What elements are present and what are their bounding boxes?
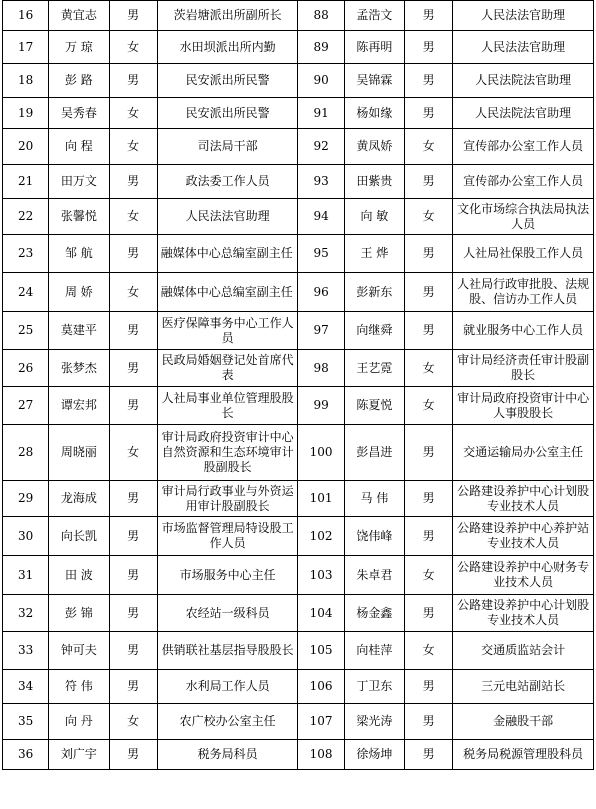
table-row	[3, 632, 594, 670]
name-cell: 向长凯	[49, 517, 109, 556]
no-cell: 107	[298, 704, 344, 740]
job-cell: 公路建设养护中心计划股专业技术人员	[453, 481, 594, 517]
no-cell: 95	[298, 235, 344, 273]
gender-cell: 男	[109, 1, 157, 31]
no-cell: 25	[3, 312, 49, 350]
job-cell: 税务局科员	[157, 740, 298, 770]
table-row	[3, 199, 594, 235]
job-cell: 民政局婚姻登记处首席代表	[157, 350, 298, 387]
gender-cell: 女	[405, 199, 453, 235]
gender-cell: 男	[109, 595, 157, 632]
no-cell: 36	[3, 740, 49, 770]
no-cell: 88	[298, 1, 344, 31]
job-cell: 交通质监站会计	[453, 632, 594, 670]
table-row	[3, 704, 594, 740]
no-cell: 90	[298, 64, 344, 98]
gender-cell: 男	[405, 517, 453, 556]
job-cell: 金融股干部	[453, 704, 594, 740]
gender-cell: 男	[109, 517, 157, 556]
table-row	[3, 556, 594, 595]
name-cell: 钟可夫	[49, 632, 109, 670]
job-cell: 医疗保障事务中心工作人员	[157, 312, 298, 350]
table-row	[3, 350, 594, 387]
name-cell: 向 敏	[344, 199, 404, 235]
no-cell: 26	[3, 350, 49, 387]
job-cell: 水利局工作人员	[157, 670, 298, 704]
name-cell: 刘广宇	[49, 740, 109, 770]
job-cell: 农广校办公室主任	[157, 704, 298, 740]
name-cell: 徐炀坤	[344, 740, 404, 770]
job-cell: 人民法法官助理	[157, 199, 298, 235]
name-cell: 马 伟	[344, 481, 404, 517]
name-cell: 张梦杰	[49, 350, 109, 387]
no-cell: 23	[3, 235, 49, 273]
job-cell: 政法委工作人员	[157, 165, 298, 199]
name-cell: 莫建平	[49, 312, 109, 350]
no-cell: 104	[298, 595, 344, 632]
name-cell: 龙海成	[49, 481, 109, 517]
name-cell: 陈再明	[344, 31, 404, 64]
no-cell: 18	[3, 64, 49, 98]
gender-cell: 女	[405, 129, 453, 165]
name-cell: 王 烨	[344, 235, 404, 273]
gender-cell: 女	[405, 387, 453, 425]
name-cell: 周 娇	[49, 273, 109, 312]
job-cell: 三元电站副站长	[453, 670, 594, 704]
no-cell: 98	[298, 350, 344, 387]
job-cell: 人社局社保股工作人员	[453, 235, 594, 273]
no-cell: 16	[3, 1, 49, 31]
name-cell: 彭昌进	[344, 425, 404, 481]
gender-cell: 男	[109, 481, 157, 517]
job-cell: 审计局政府投资审计中心人事股股长	[453, 387, 594, 425]
table-row	[3, 425, 594, 481]
gender-cell: 男	[405, 595, 453, 632]
no-cell: 102	[298, 517, 344, 556]
gender-cell: 男	[405, 425, 453, 481]
gender-cell: 女	[109, 273, 157, 312]
table-row	[3, 31, 594, 64]
name-cell: 符 伟	[49, 670, 109, 704]
gender-cell: 男	[109, 670, 157, 704]
job-cell: 文化市场综合执法局执法人员	[453, 199, 594, 235]
gender-cell: 男	[109, 312, 157, 350]
gender-cell: 女	[405, 556, 453, 595]
job-cell: 人民法法官助理	[453, 31, 594, 64]
no-cell: 94	[298, 199, 344, 235]
name-cell: 黄宜志	[49, 1, 109, 31]
name-cell: 饶伟峰	[344, 517, 404, 556]
job-cell: 融媒体中心总编室副主任	[157, 235, 298, 273]
gender-cell: 男	[405, 31, 453, 64]
table-row	[3, 273, 594, 312]
name-cell: 孟浩文	[344, 1, 404, 31]
no-cell: 35	[3, 704, 49, 740]
table-row	[3, 165, 594, 199]
gender-cell: 男	[109, 387, 157, 425]
personnel-roster-table	[2, 0, 594, 770]
table-row	[3, 481, 594, 517]
table-row	[3, 595, 594, 632]
job-cell: 审计局行政事业与外资运用审计股副股长	[157, 481, 298, 517]
no-cell: 96	[298, 273, 344, 312]
name-cell: 梁光涛	[344, 704, 404, 740]
name-cell: 彭新东	[344, 273, 404, 312]
gender-cell: 男	[405, 273, 453, 312]
job-cell: 市场监督管理局特设股工作人员	[157, 517, 298, 556]
table-row	[3, 98, 594, 129]
name-cell: 向 程	[49, 129, 109, 165]
no-cell: 22	[3, 199, 49, 235]
no-cell: 34	[3, 670, 49, 704]
table-row	[3, 670, 594, 704]
table-row	[3, 740, 594, 770]
job-cell: 农经站一级科员	[157, 595, 298, 632]
table-row	[3, 129, 594, 165]
job-cell: 融媒体中心总编室副主任	[157, 273, 298, 312]
no-cell: 100	[298, 425, 344, 481]
name-cell: 彭 锦	[49, 595, 109, 632]
name-cell: 万 琼	[49, 31, 109, 64]
job-cell: 人民法法官助理	[453, 1, 594, 31]
gender-cell: 男	[405, 1, 453, 31]
gender-cell: 男	[109, 632, 157, 670]
table-row	[3, 235, 594, 273]
job-cell: 就业服务中心工作人员	[453, 312, 594, 350]
job-cell: 公路建设养护中心养护站专业技术人员	[453, 517, 594, 556]
job-cell: 公路建设养护中心财务专业技术人员	[453, 556, 594, 595]
gender-cell: 女	[109, 129, 157, 165]
name-cell: 田紫贵	[344, 165, 404, 199]
no-cell: 27	[3, 387, 49, 425]
gender-cell: 男	[405, 740, 453, 770]
job-cell: 公路建设养护中心计划股专业技术人员	[453, 595, 594, 632]
no-cell: 101	[298, 481, 344, 517]
no-cell: 32	[3, 595, 49, 632]
job-cell: 市场服务中心主任	[157, 556, 298, 595]
name-cell: 丁卫东	[344, 670, 404, 704]
name-cell: 田 波	[49, 556, 109, 595]
table-row	[3, 64, 594, 98]
gender-cell: 女	[405, 350, 453, 387]
no-cell: 106	[298, 670, 344, 704]
table-row	[3, 517, 594, 556]
gender-cell: 男	[109, 350, 157, 387]
job-cell: 审计局政府投资审计中心自然资源和生态环境审计股副股长	[157, 425, 298, 481]
name-cell: 王艺霓	[344, 350, 404, 387]
name-cell: 向桂萍	[344, 632, 404, 670]
name-cell: 田万文	[49, 165, 109, 199]
name-cell: 向继舜	[344, 312, 404, 350]
name-cell: 杨如缘	[344, 98, 404, 129]
gender-cell: 男	[405, 312, 453, 350]
job-cell: 茨岩塘派出所副所长	[157, 1, 298, 31]
name-cell: 黄凤娇	[344, 129, 404, 165]
gender-cell: 男	[109, 165, 157, 199]
no-cell: 17	[3, 31, 49, 64]
job-cell: 司法局干部	[157, 129, 298, 165]
name-cell: 吴秀春	[49, 98, 109, 129]
name-cell: 邹 航	[49, 235, 109, 273]
name-cell: 陈夏悦	[344, 387, 404, 425]
gender-cell: 男	[109, 556, 157, 595]
gender-cell: 男	[405, 235, 453, 273]
job-cell: 民安派出所民警	[157, 98, 298, 129]
job-cell: 交通运输局办公室主任	[453, 425, 594, 481]
table-row	[3, 312, 594, 350]
name-cell: 朱卓君	[344, 556, 404, 595]
gender-cell: 男	[405, 165, 453, 199]
no-cell: 92	[298, 129, 344, 165]
gender-cell: 女	[109, 98, 157, 129]
gender-cell: 男	[405, 481, 453, 517]
no-cell: 99	[298, 387, 344, 425]
job-cell: 供销联社基层指导股股长	[157, 632, 298, 670]
no-cell: 93	[298, 165, 344, 199]
gender-cell: 女	[109, 31, 157, 64]
gender-cell: 男	[405, 98, 453, 129]
job-cell: 宣传部办公室工作人员	[453, 165, 594, 199]
job-cell: 宣传部办公室工作人员	[453, 129, 594, 165]
job-cell: 人社局行政审批股、法规股、信访办工作人员	[453, 273, 594, 312]
no-cell: 29	[3, 481, 49, 517]
gender-cell: 女	[405, 632, 453, 670]
name-cell: 向 丹	[49, 704, 109, 740]
gender-cell: 女	[109, 199, 157, 235]
no-cell: 33	[3, 632, 49, 670]
no-cell: 30	[3, 517, 49, 556]
gender-cell: 女	[109, 704, 157, 740]
name-cell: 周晓丽	[49, 425, 109, 481]
job-cell: 审计局经济责任审计股副股长	[453, 350, 594, 387]
no-cell: 31	[3, 556, 49, 595]
gender-cell: 男	[405, 704, 453, 740]
job-cell: 民安派出所民警	[157, 64, 298, 98]
no-cell: 21	[3, 165, 49, 199]
no-cell: 89	[298, 31, 344, 64]
gender-cell: 男	[109, 235, 157, 273]
name-cell: 杨金鑫	[344, 595, 404, 632]
no-cell: 108	[298, 740, 344, 770]
job-cell: 人民法院法官助理	[453, 64, 594, 98]
no-cell: 19	[3, 98, 49, 129]
gender-cell: 男	[405, 64, 453, 98]
gender-cell: 男	[109, 740, 157, 770]
roster-body	[3, 1, 594, 770]
name-cell: 吴锦霖	[344, 64, 404, 98]
no-cell: 97	[298, 312, 344, 350]
name-cell: 彭 路	[49, 64, 109, 98]
gender-cell: 男	[405, 670, 453, 704]
job-cell: 水田坝派出所内勤	[157, 31, 298, 64]
job-cell: 人社局事业单位管理股股长	[157, 387, 298, 425]
table-row	[3, 1, 594, 31]
no-cell: 20	[3, 129, 49, 165]
table-row	[3, 387, 594, 425]
no-cell: 105	[298, 632, 344, 670]
no-cell: 24	[3, 273, 49, 312]
no-cell: 103	[298, 556, 344, 595]
no-cell: 28	[3, 425, 49, 481]
gender-cell: 女	[109, 425, 157, 481]
name-cell: 谭宏邦	[49, 387, 109, 425]
job-cell: 人民法院法官助理	[453, 98, 594, 129]
name-cell: 张馨悦	[49, 199, 109, 235]
job-cell: 税务局税源管理股科员	[453, 740, 594, 770]
no-cell: 91	[298, 98, 344, 129]
gender-cell: 男	[109, 64, 157, 98]
